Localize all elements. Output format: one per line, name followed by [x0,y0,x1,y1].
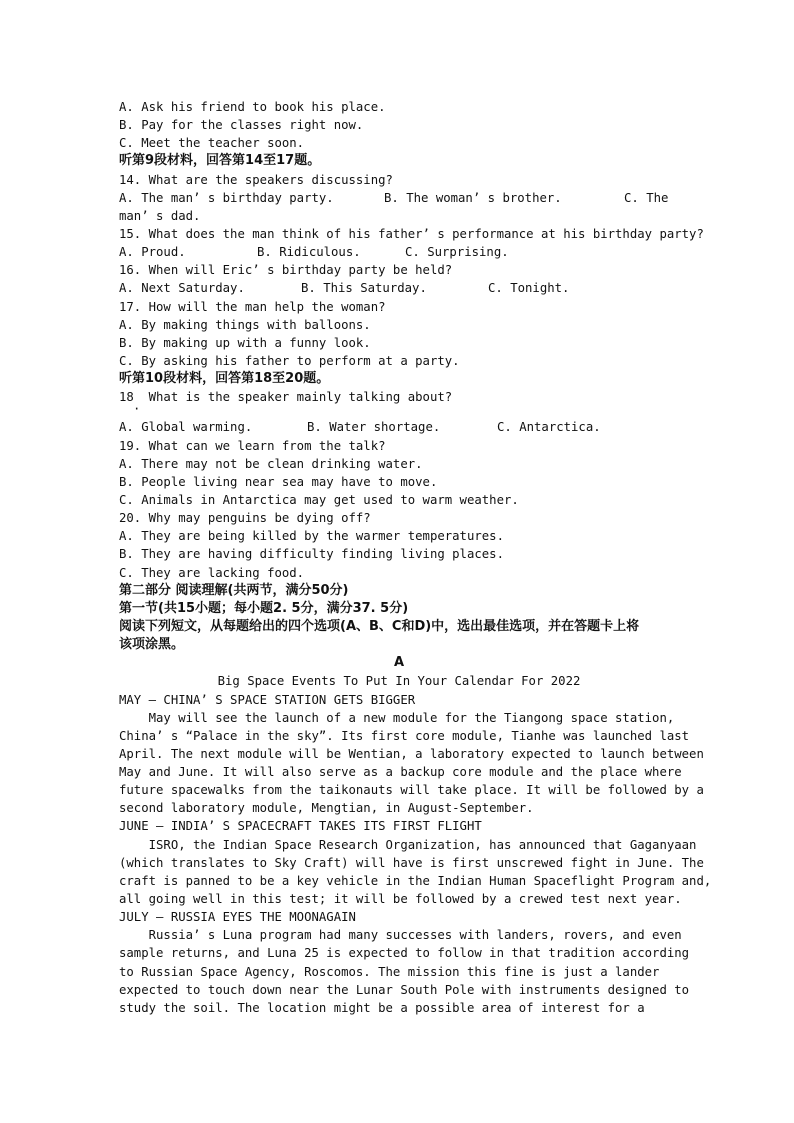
option-line: C. By asking his father to perform at a party. [119,353,460,368]
stray-dot: · [133,402,141,417]
option-line: A. Ask his friend to book his place. [119,100,386,114]
paragraph-line: craft is panned to be a key vehicle in the Indian Human Spaceflight Program and, [119,873,712,888]
option-line: B. They are having difficulty finding living places. [119,547,504,562]
option-b: B. The woman’ s brother. [384,190,562,205]
options-row-18 [119,418,679,436]
paragraph-line: to Russian Space Agency, Roscomos. The mission this fine is just a lander [119,964,660,979]
instruction-line: 阅读下列短文，从每题给出的四个选项(A、B、C和D)中，选出最佳选项，并在答题卡上将 [119,618,640,634]
options-row-16 [119,279,679,297]
paragraph-line: (which translates to Sky Craft) will have is first unscrewed fight in June. The [119,855,704,870]
passage-letter: A [393,655,405,671]
paragraph-line: Russia’ s Luna program had many successes with landers, rovers, and even [119,928,682,943]
june-heading: JUNE — INDIA’ S SPACECRAFT TAKES ITS FIRST FLIGHT [119,819,482,834]
question-17: 17. How will the man help the woman? [119,299,386,314]
july-heading: JULY — RUSSIA EYES THE MOONAGAIN [119,910,356,925]
question-18: 18 What is the speaker mainly talking about? [119,390,453,405]
paragraph-line: May will see the launch of a new module for the Tiangong space station, [119,710,675,725]
instruction-line: 该项涂黑。 [119,637,185,653]
question-15: 15. What does the man think of his father’ s performance at his birthday party? [119,226,704,241]
option-b: B. Ridiculous. [257,245,361,260]
question-19: 19. What can we learn from the talk? [119,438,386,453]
option-c: C. Antarctica. [497,420,601,435]
question-14: 14. What are the speakers discussing? [119,172,393,187]
paragraph-line: April. The next module will be Wentian, a laboratory expected to launch between [119,746,704,761]
passage-title: Big Space Events To Put In Your Calendar For 2022 [217,674,581,689]
question-20: 20. Why may penguins be dying off? [119,511,371,526]
paragraph-line: May and June. It will also serve as a backup core module and the place where [119,765,682,780]
option-line: A. There may not be clean drinking water. [119,456,423,471]
option-c: C. Surprising. [405,245,509,260]
document-page [119,98,712,1017]
option-c: C. The [624,190,669,205]
option-line: B. Pay for the classes right now. [119,118,364,133]
section-heading-10: 听第10段材料，回答第18至20题。 [119,371,330,387]
paragraph-line: China’ s “Palace in the sky”. Its first core module, Tianhe was launched last [119,728,690,743]
option-line: B. By making up with a funny look. [119,335,371,350]
option-line: C. They are lacking food. [119,565,305,580]
option-line: C. Animals in Antarctica may get used to warm weather. [119,492,519,507]
may-heading: MAY — CHINA’ S SPACE STATION GETS BIGGER [119,692,416,707]
paragraph-line: study the soil. The location might be a possible area of interest for a [119,1000,645,1015]
paragraph-line: sample returns, and Luna 25 is expected to follow in that tradition according [119,946,690,961]
section-heading-9: 听第9段材料，回答第14至17题。 [119,153,321,169]
option-a: A. Next Saturday. [119,281,245,296]
paragraph-line: second laboratory module, Mengtian, in August-September. [119,801,534,816]
option-b: B. This Saturday. [301,281,427,296]
option-line: A. By making things with balloons. [119,317,371,332]
option-continuation: man’ s dad. [119,208,201,223]
question-16: 16. When will Eric’ s birthday party be held? [119,263,453,278]
option-a: A. The man’ s birthday party. [119,190,334,205]
option-line: A. They are being killed by the warmer temperatures. [119,529,504,544]
part-two-title: 第二部分 阅读理解(共两节，满分50分) [119,582,349,598]
paragraph-line: ISRO, the Indian Space Research Organization, has announced that Gaganyaan [119,837,697,852]
option-line: C. Meet the teacher soon. [119,136,305,151]
options-row-14 [119,189,679,207]
option-line: B. People living near sea may have to move. [119,474,438,489]
options-row-15 [119,243,679,261]
part-two-section-one: 第一节(共15小题；每小题2. 5分，满分37. 5分) [119,600,409,616]
option-c: C. Tonight. [488,281,570,296]
paragraph-line: all going well in this test; it will be followed by a crewed test next year. [119,892,682,907]
paragraph-line: future spacewalks from the taikonauts will take place. It will be followed by a [119,783,704,798]
paragraph-line: expected to touch down near the Lunar South Pole with instruments designed to [119,982,690,997]
option-a: A. Proud. [119,245,186,260]
option-a: A. Global warming. [119,420,253,435]
option-b: B. Water shortage. [307,420,441,435]
